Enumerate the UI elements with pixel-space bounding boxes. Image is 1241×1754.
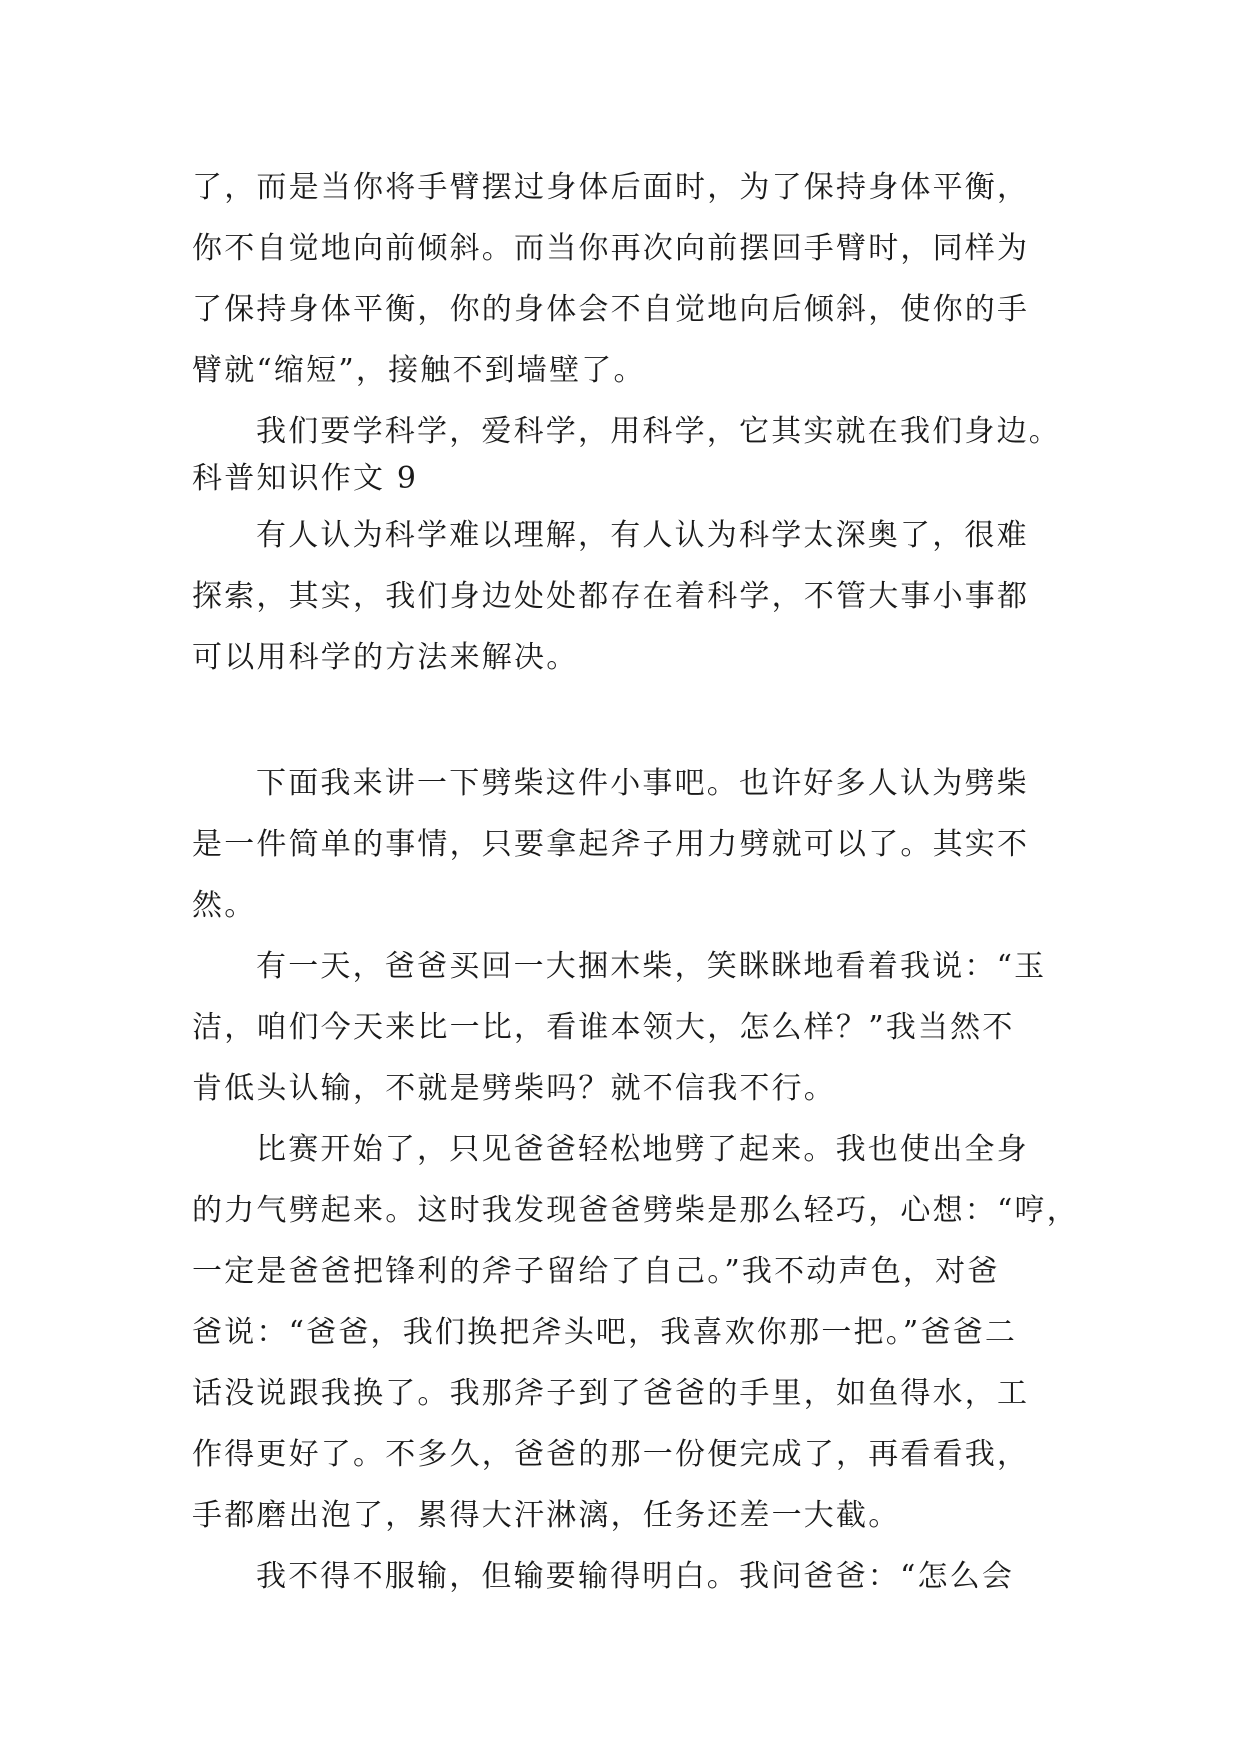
section-heading: 科普知识作文 9 xyxy=(192,461,419,496)
text-line: 话没说跟我换了。我那斧子到了爸爸的手里，如鱼得水，工 xyxy=(192,1376,1030,1411)
text-line: 比赛开始了，只见爸爸轻松地劈了起来。我也使出全身 xyxy=(256,1132,1029,1167)
text-line: 你不自觉地向前倾斜。而当你再次向前摆回手臂时，同样为 xyxy=(192,231,1030,266)
text-line: 作得更好了。不多久，爸爸的那一份便完成了，再看看我， xyxy=(192,1437,1030,1472)
text-line: 肯低头认输，不就是劈柴吗？就不信我不行。 xyxy=(192,1071,836,1106)
text-line: 臂就“缩短”，接触不到墙壁了。 xyxy=(192,353,646,388)
text-line: 了，而是当你将手臂摆过身体后面时，为了保持身体平衡， xyxy=(192,170,1030,205)
text-line: 可以用科学的方法来解决。 xyxy=(192,640,579,675)
text-line: 爸说：“爸爸，我们换把斧头吧，我喜欢你那一把。”爸爸二 xyxy=(192,1315,1018,1350)
text-line: 了保持身体平衡，你的身体会不自觉地向后倾斜，使你的手 xyxy=(192,292,1030,327)
text-line: 的力气劈起来。这时我发现爸爸劈柴是那么轻巧，心想：“哼， xyxy=(192,1193,1079,1228)
text-line: 是一件简单的事情，只要拿起斧子用力劈就可以了。其实不 xyxy=(192,827,1030,862)
text-line: 手都磨出泡了，累得大汗淋漓，任务还差一大截。 xyxy=(192,1498,901,1533)
text-line: 有一天，爸爸买回一大捆木柴，笑眯眯地看着我说：“玉 xyxy=(256,949,1047,984)
text-line: 探索，其实，我们身边处处都存在着科学，不管大事小事都 xyxy=(192,579,1030,614)
text-line: 一定是爸爸把锋利的斧子留给了自己。”我不动声色，对爸 xyxy=(192,1254,1000,1289)
text-line: 有人认为科学难以理解，有人认为科学太深奥了，很难 xyxy=(256,518,1029,553)
text-line: 下面我来讲一下劈柴这件小事吧。也许好多人认为劈柴 xyxy=(256,766,1029,801)
text-line: 我们要学科学，爱科学，用科学，它其实就在我们身边。 xyxy=(256,414,1061,449)
text-line: 洁，咱们今天来比一比，看谁本领大，怎么样？”我当然不 xyxy=(192,1010,1015,1045)
text-line: 然。 xyxy=(192,888,257,923)
text-line: 我不得不服输，但输要输得明白。我问爸爸：“怎么会 xyxy=(256,1559,1015,1594)
